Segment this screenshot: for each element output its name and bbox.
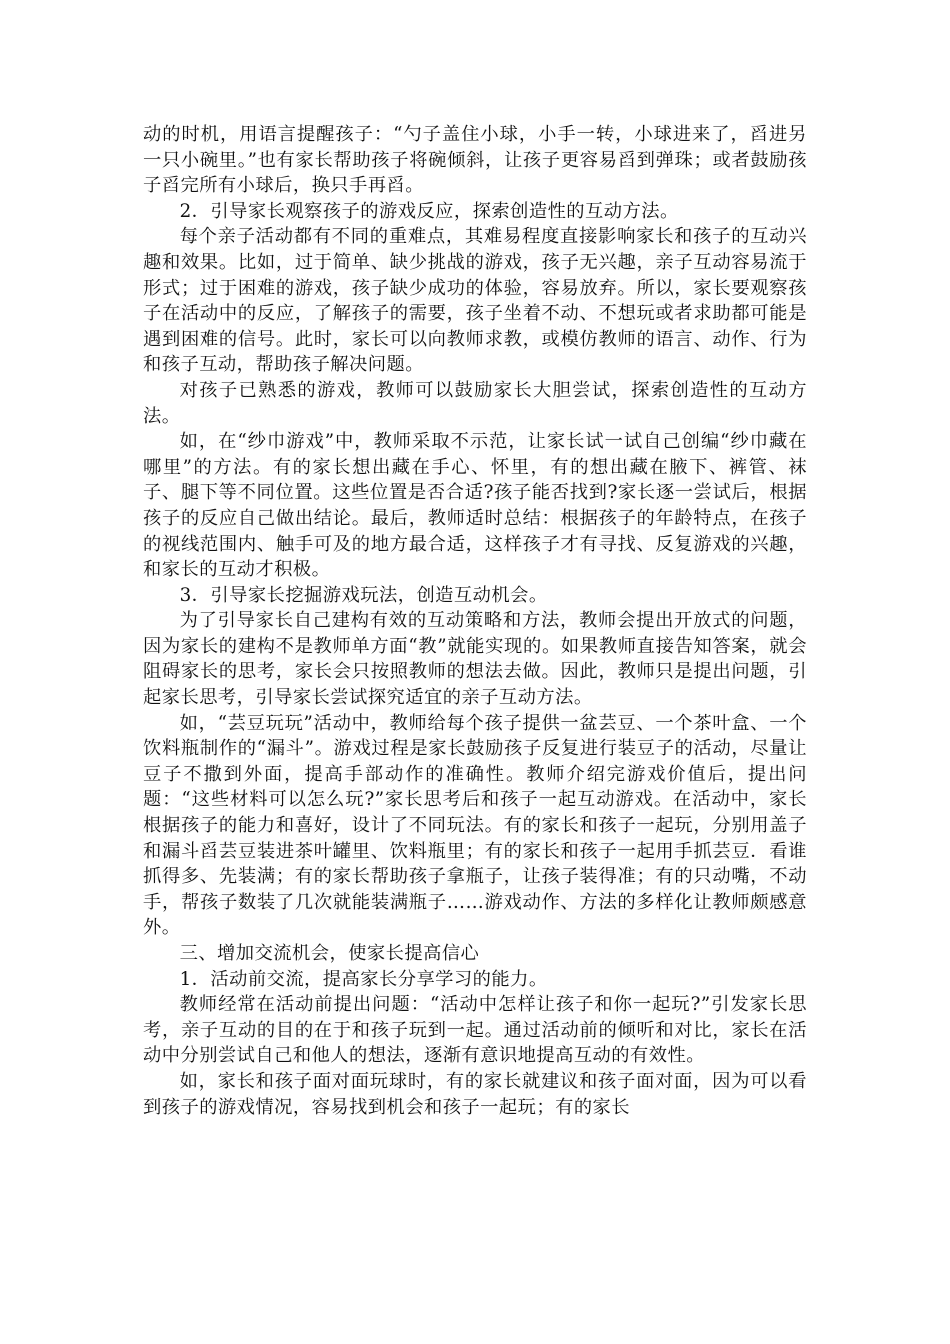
document-page xyxy=(143,122,807,1120)
paragraph: 对孩子已熟悉的游戏，教师可以鼓励家长大胆尝试，探索创造性的互动方法。 xyxy=(143,379,807,427)
section-heading-2: 2．引导家长观察孩子的游戏反应，探索创造性的互动方法。 xyxy=(179,200,679,222)
paragraph: 如，在“纱巾游戏”中，教师采取不示范，让家长试一试自己创编“纱巾藏在哪里”的方法。有的家长想出藏在手心、怀里，有的想出藏在腋下、裤管、袜子、腿下等不同位置。这些位置是否合适?孩子能否找到?家长逐一尝试后，根据孩子的反应自己做出结论。最后，教师适时总结：根据孩子的年龄特点，在孩子的视线范围内、触手可及的地方最合适，这样孩子才有寻找、反复游戏的兴趣，和家长的互动才积极。 xyxy=(143,431,807,581)
section-heading-1: 1．活动前交流，提高家长分享学习的能力。 xyxy=(179,968,548,990)
chapter-heading: 三、增加交流机会，使家长提高信心 xyxy=(179,943,480,964)
paragraph: 每个亲子活动都有不同的重难点，其难易程度直接影响家长和孩子的互动兴趣和效果。比如，过于简单、缺少挑战的游戏，孩子无兴趣，亲子互动容易流于形式；过于困难的游戏，孩子缺少成功的体验，容易放弃。所以，家长要观察孩子在活动中的反应，了解孩子的需要，孩子坐着不动、不想玩或者求助都可能是遇到困难的信号。此时，家长可以向教师求教，或模仿教师的语言、动作、行为和孩子互动，帮助孩子解决问题。 xyxy=(143,226,807,376)
paragraph: 为了引导家长自己建构有效的互动策略和方法，教师会提出开放式的问题，因为家长的建构不是教师单方面“教”就能实现的。如果教师直接告知答案，就会阻碍家长的思考，家长会只按照教师的想法去做。因此，教师只是提出问题，引起家长思考，引导家长尝试探究适宜的亲子互动方法。 xyxy=(143,610,807,709)
paragraph: 如，家长和孩子面对面玩球时，有的家长就建议和孩子面对面，因为可以看到孩子的游戏情况，容易找到机会和孩子一起玩；有的家长 xyxy=(143,1070,807,1118)
paragraph: 如，“芸豆玩玩”活动中，教师给每个孩子提供一盆芸豆、一个茶叶盒、一个饮料瓶制作的“漏斗”。游戏过程是家长鼓励孩子反复进行装豆子的活动，尽量让豆子不撒到外面，提高手部动作的准确性。教师介绍完游戏价值后，提出问题：“这些材料可以怎么玩?”家长思考后和孩子一起互动游戏。在活动中，家长根据孩子的能力和喜好，设计了不同玩法。有的家长和孩子一起玩，分别用盖子和漏斗舀芸豆装进茶叶罐里、饮料瓶里；有的家长和孩子一起用手抓芸豆．看谁抓得多、先装满；有的家长帮助孩子拿瓶子，让孩子装得准；有的只动嘴，不动手，帮孩子数装了几次就能装满瓶子……游戏动作、方法的多样化让教师颇感意外。 xyxy=(143,712,807,939)
paragraph-continued: 动的时机，用语言提醒孩子：“勺子盖住小球，小手一转，小球进来了，舀进另一只小碗里。”也有家长帮助孩子将碗倾斜，让孩子更容易舀到弹珠；或者鼓励孩子舀完所有小球后，换只手再舀。 xyxy=(143,124,807,197)
section-heading-3: 3．引导家长挖掘游戏玩法，创造互动机会。 xyxy=(179,584,548,606)
paragraph: 教师经常在活动前提出问题：“活动中怎样让孩子和你一起玩?”引发家长思考，亲子互动的目的在于和孩子玩到一起。通过活动前的倾听和对比，家长在活动中分别尝试自己和他人的想法，逐渐有意识地提高互动的有效性。 xyxy=(143,994,807,1067)
